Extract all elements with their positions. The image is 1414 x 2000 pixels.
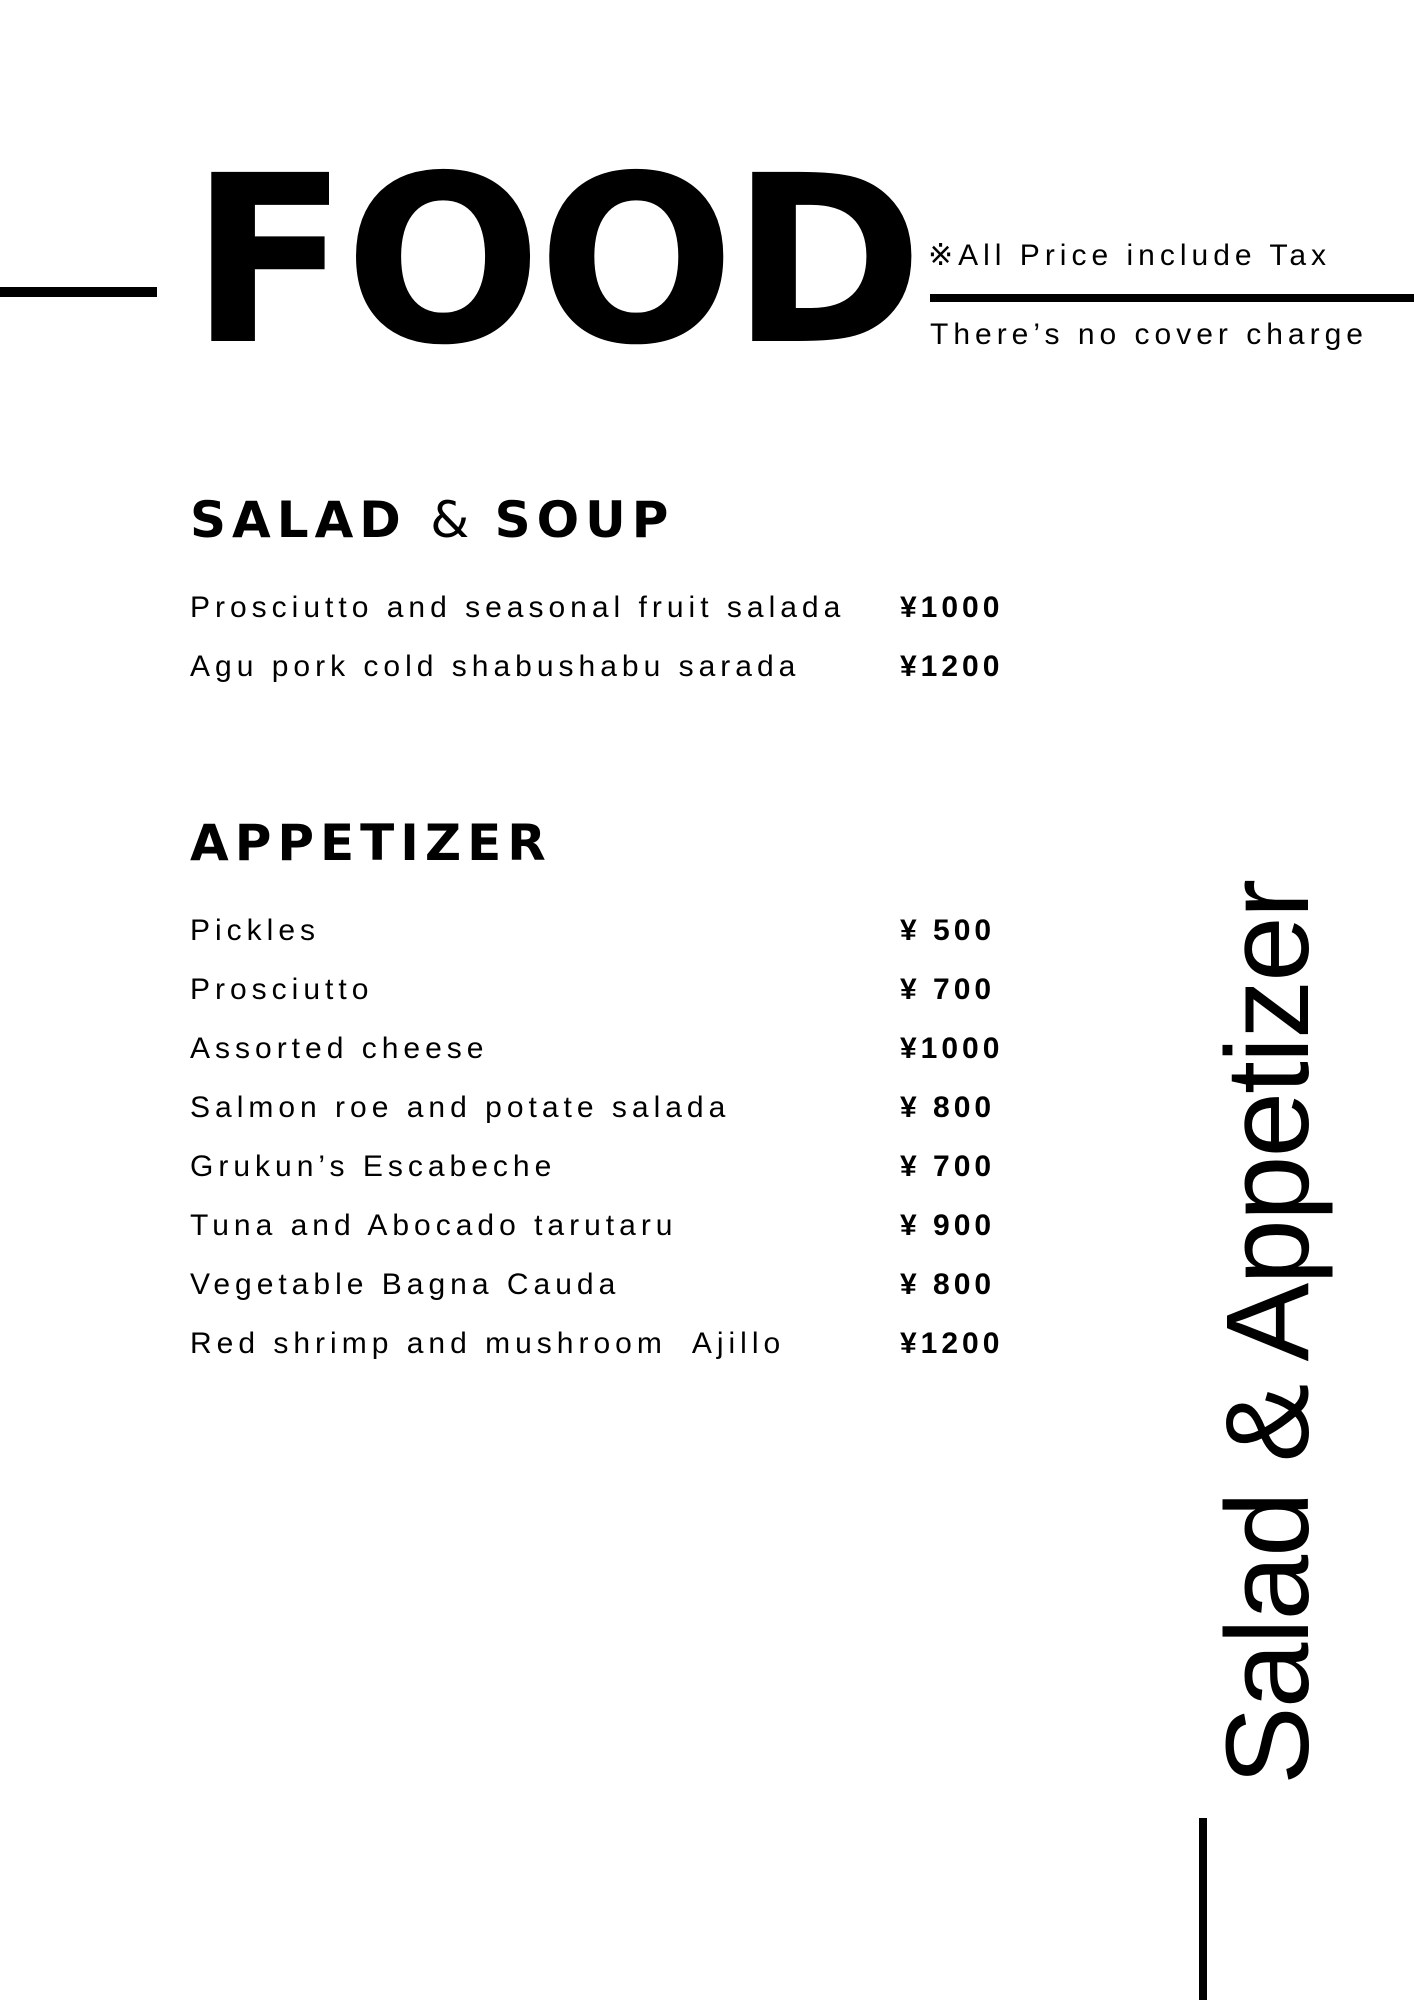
item-price: ¥ 800 bbox=[900, 1268, 996, 1301]
item-name: Salmon roe and potate salada bbox=[190, 1091, 731, 1124]
menu-item bbox=[190, 650, 1030, 709]
section-title-part: SALAD bbox=[190, 491, 407, 549]
section-title-part: SOUP bbox=[494, 491, 675, 549]
item-price: ¥ 500 bbox=[900, 914, 996, 947]
item-price: ¥1200 bbox=[900, 1327, 1004, 1360]
menu-item bbox=[190, 1268, 1030, 1327]
item-name: Prosciutto bbox=[190, 973, 374, 1006]
appetizer-list bbox=[190, 914, 1030, 1386]
item-name: Prosciutto and seasonal fruit salada bbox=[190, 591, 846, 624]
right-divider bbox=[930, 294, 1414, 302]
item-name: Tuna and Abocado tarutaru bbox=[190, 1209, 678, 1242]
item-name: Agu pork cold shabushabu sarada bbox=[190, 650, 801, 683]
section-title-salad-soup bbox=[190, 491, 675, 549]
menu-item bbox=[190, 1327, 1030, 1386]
item-name: Pickles bbox=[190, 914, 321, 947]
item-price: ¥ 700 bbox=[900, 1150, 996, 1183]
menu-item bbox=[190, 914, 1030, 973]
item-price: ¥1000 bbox=[900, 1032, 1004, 1065]
menu-item bbox=[190, 973, 1030, 1032]
item-name: Red shrimp and mushroom Ajillo bbox=[190, 1327, 786, 1360]
item-price: ¥1200 bbox=[900, 650, 1004, 683]
item-price: ¥ 900 bbox=[900, 1209, 996, 1242]
cover-charge-note: There’s no cover charge bbox=[930, 318, 1368, 351]
menu-item bbox=[190, 591, 1030, 650]
section-title-appetizer: APPETIZER bbox=[190, 814, 552, 872]
item-name: Vegetable Bagna Cauda bbox=[190, 1268, 621, 1301]
item-name: Assorted cheese bbox=[190, 1032, 489, 1065]
side-divider bbox=[1199, 1818, 1207, 2000]
tax-note: ※All Price include Tax bbox=[928, 239, 1332, 272]
menu-item bbox=[190, 1032, 1030, 1091]
item-name: Grukun’s Escabeche bbox=[190, 1150, 557, 1183]
menu-item bbox=[190, 1150, 1030, 1209]
page-title: FOOD bbox=[190, 126, 920, 396]
section-title-ampersand: & bbox=[430, 491, 472, 549]
menu-item bbox=[190, 1091, 1030, 1150]
left-divider bbox=[0, 287, 157, 297]
salad-soup-list bbox=[190, 591, 1030, 709]
item-price: ¥ 700 bbox=[900, 973, 996, 1006]
item-price: ¥1000 bbox=[900, 591, 1004, 624]
side-label: Salad & Appetizer bbox=[1202, 880, 1334, 1785]
menu-item bbox=[190, 1209, 1030, 1268]
item-price: ¥ 800 bbox=[900, 1091, 996, 1124]
